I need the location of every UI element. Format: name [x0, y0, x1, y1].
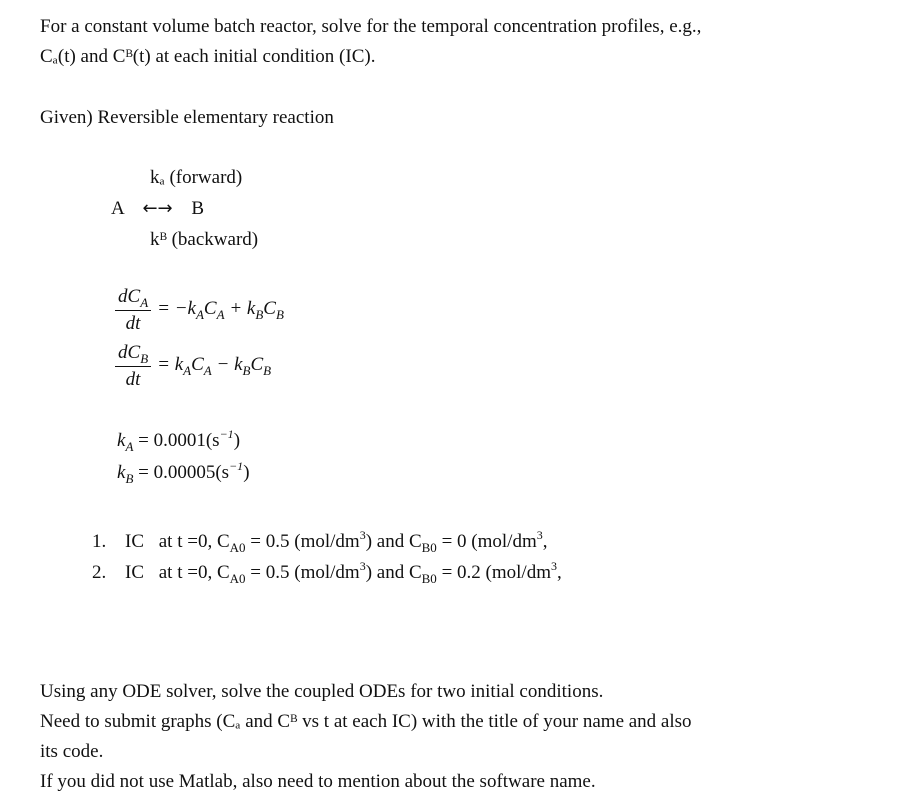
dca-numerator: dC [118, 286, 141, 307]
ic-label: IC [125, 531, 144, 552]
given-title: Given) Reversible elementary reaction [40, 107, 334, 128]
dt-denominator-b: dt [125, 369, 141, 390]
ic-number: 1. [92, 531, 107, 552]
ic-label: IC [125, 562, 144, 583]
reaction-line [111, 198, 204, 220]
ic-item-2: 2. IC at t =0, $C_{A0} = 0.5$ $(mol/dm^3)$ and $C_{B0} = 0.2$ ($mol/dm^3$, [92, 559, 562, 586]
species-a: A [111, 198, 124, 219]
intro-line-2 [40, 46, 375, 68]
ic-number: 2. [92, 562, 107, 583]
ic-item-1: 1. IC at t =0, $C_{A0} = 0.5$ $(mol/dm^3)$ and $C_{B0} = 0$ ($mol/dm^3$, [92, 528, 548, 555]
kb-value: $k_B = 0.00005(s^{-1})$ [117, 459, 250, 486]
dcb-dt-fraction: $\frac{dC_B}{dt}$ [115, 342, 151, 391]
intro-text-1: For a constant volume batch reactor, solve for the temporal concentration profiles, e.g., [40, 16, 702, 37]
instruction-line-4: If you did not use Matlab, also need to mention about the software name. [40, 771, 596, 792]
intro-text-2: Cₐ(t) and Cᴮ(t) at each initial condition (IC). [40, 46, 376, 67]
ode-a-rhs: = $-k_AC_A + k_BC_B$ [157, 298, 284, 323]
ode-a [115, 286, 284, 335]
dca-dt-fraction: $\frac{dC_A}{dt}$ [115, 286, 151, 335]
species-b: B [191, 198, 205, 219]
ka-value: $k_A = 0.0001(s^{-1})$ [117, 427, 241, 454]
forward-rate-label: kₐ (forward) [150, 167, 243, 188]
ode-b [115, 342, 271, 391]
ode-b-rhs: = $k_AC_A - k_BC_B$ [157, 354, 272, 379]
instruction-line-3: its code. [40, 741, 104, 762]
dt-denominator-a: dt [125, 313, 141, 334]
intro-line-1 [40, 16, 701, 38]
instruction-line-2: Need to submit graphs (Cₐ and Cᴮ vs t at each IC) with the title of your name and also [40, 711, 692, 732]
reversible-arrow-icon: ←→ [142, 198, 173, 219]
instruction-line-1: Using any ODE solver, solve the coupled ODEs for two initial conditions. [40, 681, 604, 702]
backward-rate-label: kᴮ (backward) [150, 229, 259, 250]
dcb-numerator: dC [118, 342, 141, 363]
